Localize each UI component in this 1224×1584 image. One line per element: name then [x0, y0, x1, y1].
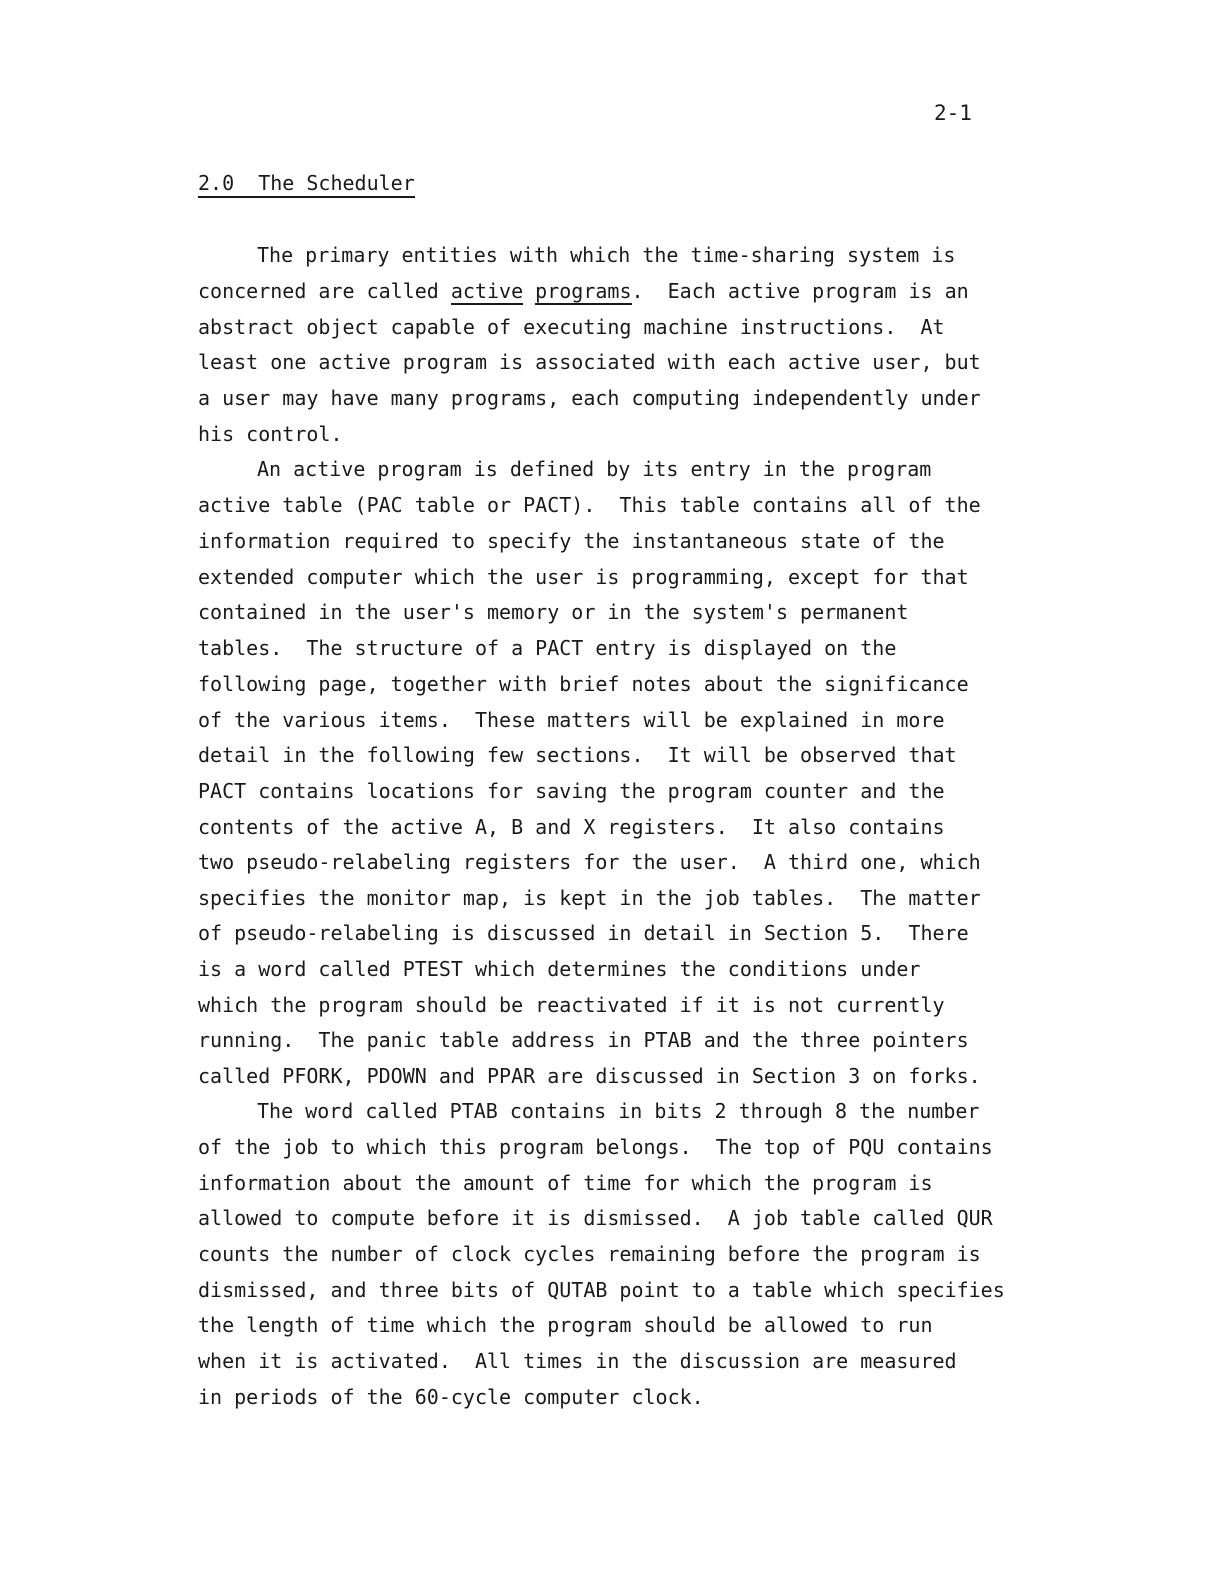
underlined-term-active: active: [450, 279, 524, 303]
text-line: allowed to compute before it is dismissed. A job table called QUR: [198, 1206, 993, 1230]
section-number: 2.0: [198, 171, 235, 195]
text-line: An active program is defined by its entry in the program: [257, 457, 932, 481]
text-line: running. The panic table address in PTAB and the three pointers: [198, 1028, 969, 1052]
text-line: following page, together with brief notes about the significance: [198, 672, 969, 696]
underlined-term-programs: programs: [535, 279, 632, 303]
text-line: which the program should be reactivated if it is not currently: [198, 993, 945, 1017]
text-line: information about the amount of time for which the program is: [198, 1171, 933, 1195]
text-line: dismissed, and three bits of QUTAB point to a table which specifies: [198, 1278, 1005, 1302]
text-line: abstract object capable of executing machine instructions. At: [198, 315, 945, 339]
text-line: the length of time which the program should be allowed to run: [198, 1313, 933, 1337]
text-segment: . Each active program is an: [631, 279, 969, 303]
text-line: a user may have many programs, each computing independently under: [198, 386, 981, 410]
text-line: his control.: [198, 422, 343, 446]
text-line: of pseudo-relabeling is discussed in detail in Section 5. There: [198, 921, 969, 945]
text-line: called PFORK, PDOWN and PPAR are discussed in Section 3 on forks.: [198, 1064, 981, 1088]
section-heading: [198, 170, 415, 198]
text-line: information required to specify the instantaneous state of the: [198, 529, 945, 553]
section-title: The Scheduler: [258, 171, 415, 195]
text-line: of the job to which this program belongs. The top of PQU contains: [198, 1135, 993, 1159]
text-line: tables. The structure of a PACT entry is displayed on the: [198, 636, 897, 660]
text-line: [198, 278, 969, 304]
text-line: The word called PTAB contains in bits 2 through 8 the number: [257, 1099, 980, 1123]
text-line: extended computer which the user is programming, except for that: [198, 565, 969, 589]
text-line: PACT contains locations for saving the program counter and the: [198, 779, 945, 803]
text-line: contents of the active A, B and X registers. It also contains: [198, 815, 945, 839]
text-segment: [523, 279, 535, 303]
page-number: 2-1: [934, 101, 972, 125]
text-line: detail in the following few sections. It will be observed that: [198, 743, 957, 767]
text-line: contained in the user's memory or in the system's permanent: [198, 600, 909, 624]
text-line: active table (PAC table or PACT). This table contains all of the: [198, 493, 981, 517]
text-line: The primary entities with which the time-sharing system is: [257, 243, 956, 267]
text-line: counts the number of clock cycles remaining before the program is: [198, 1242, 981, 1266]
text-segment: concerned are called: [198, 279, 451, 303]
text-line: least one active program is associated with each active user, but: [198, 350, 981, 374]
text-line: is a word called PTEST which determines the conditions under: [198, 957, 921, 981]
text-line: in periods of the 60-cycle computer clock.: [198, 1385, 704, 1409]
text-line: two pseudo-relabeling registers for the user. A third one, which: [198, 850, 981, 874]
text-line: when it is activated. All times in the discussion are measured: [198, 1349, 957, 1373]
text-line: specifies the monitor map, is kept in the job tables. The matter: [198, 886, 981, 910]
text-line: of the various items. These matters will be explained in more: [198, 708, 945, 732]
